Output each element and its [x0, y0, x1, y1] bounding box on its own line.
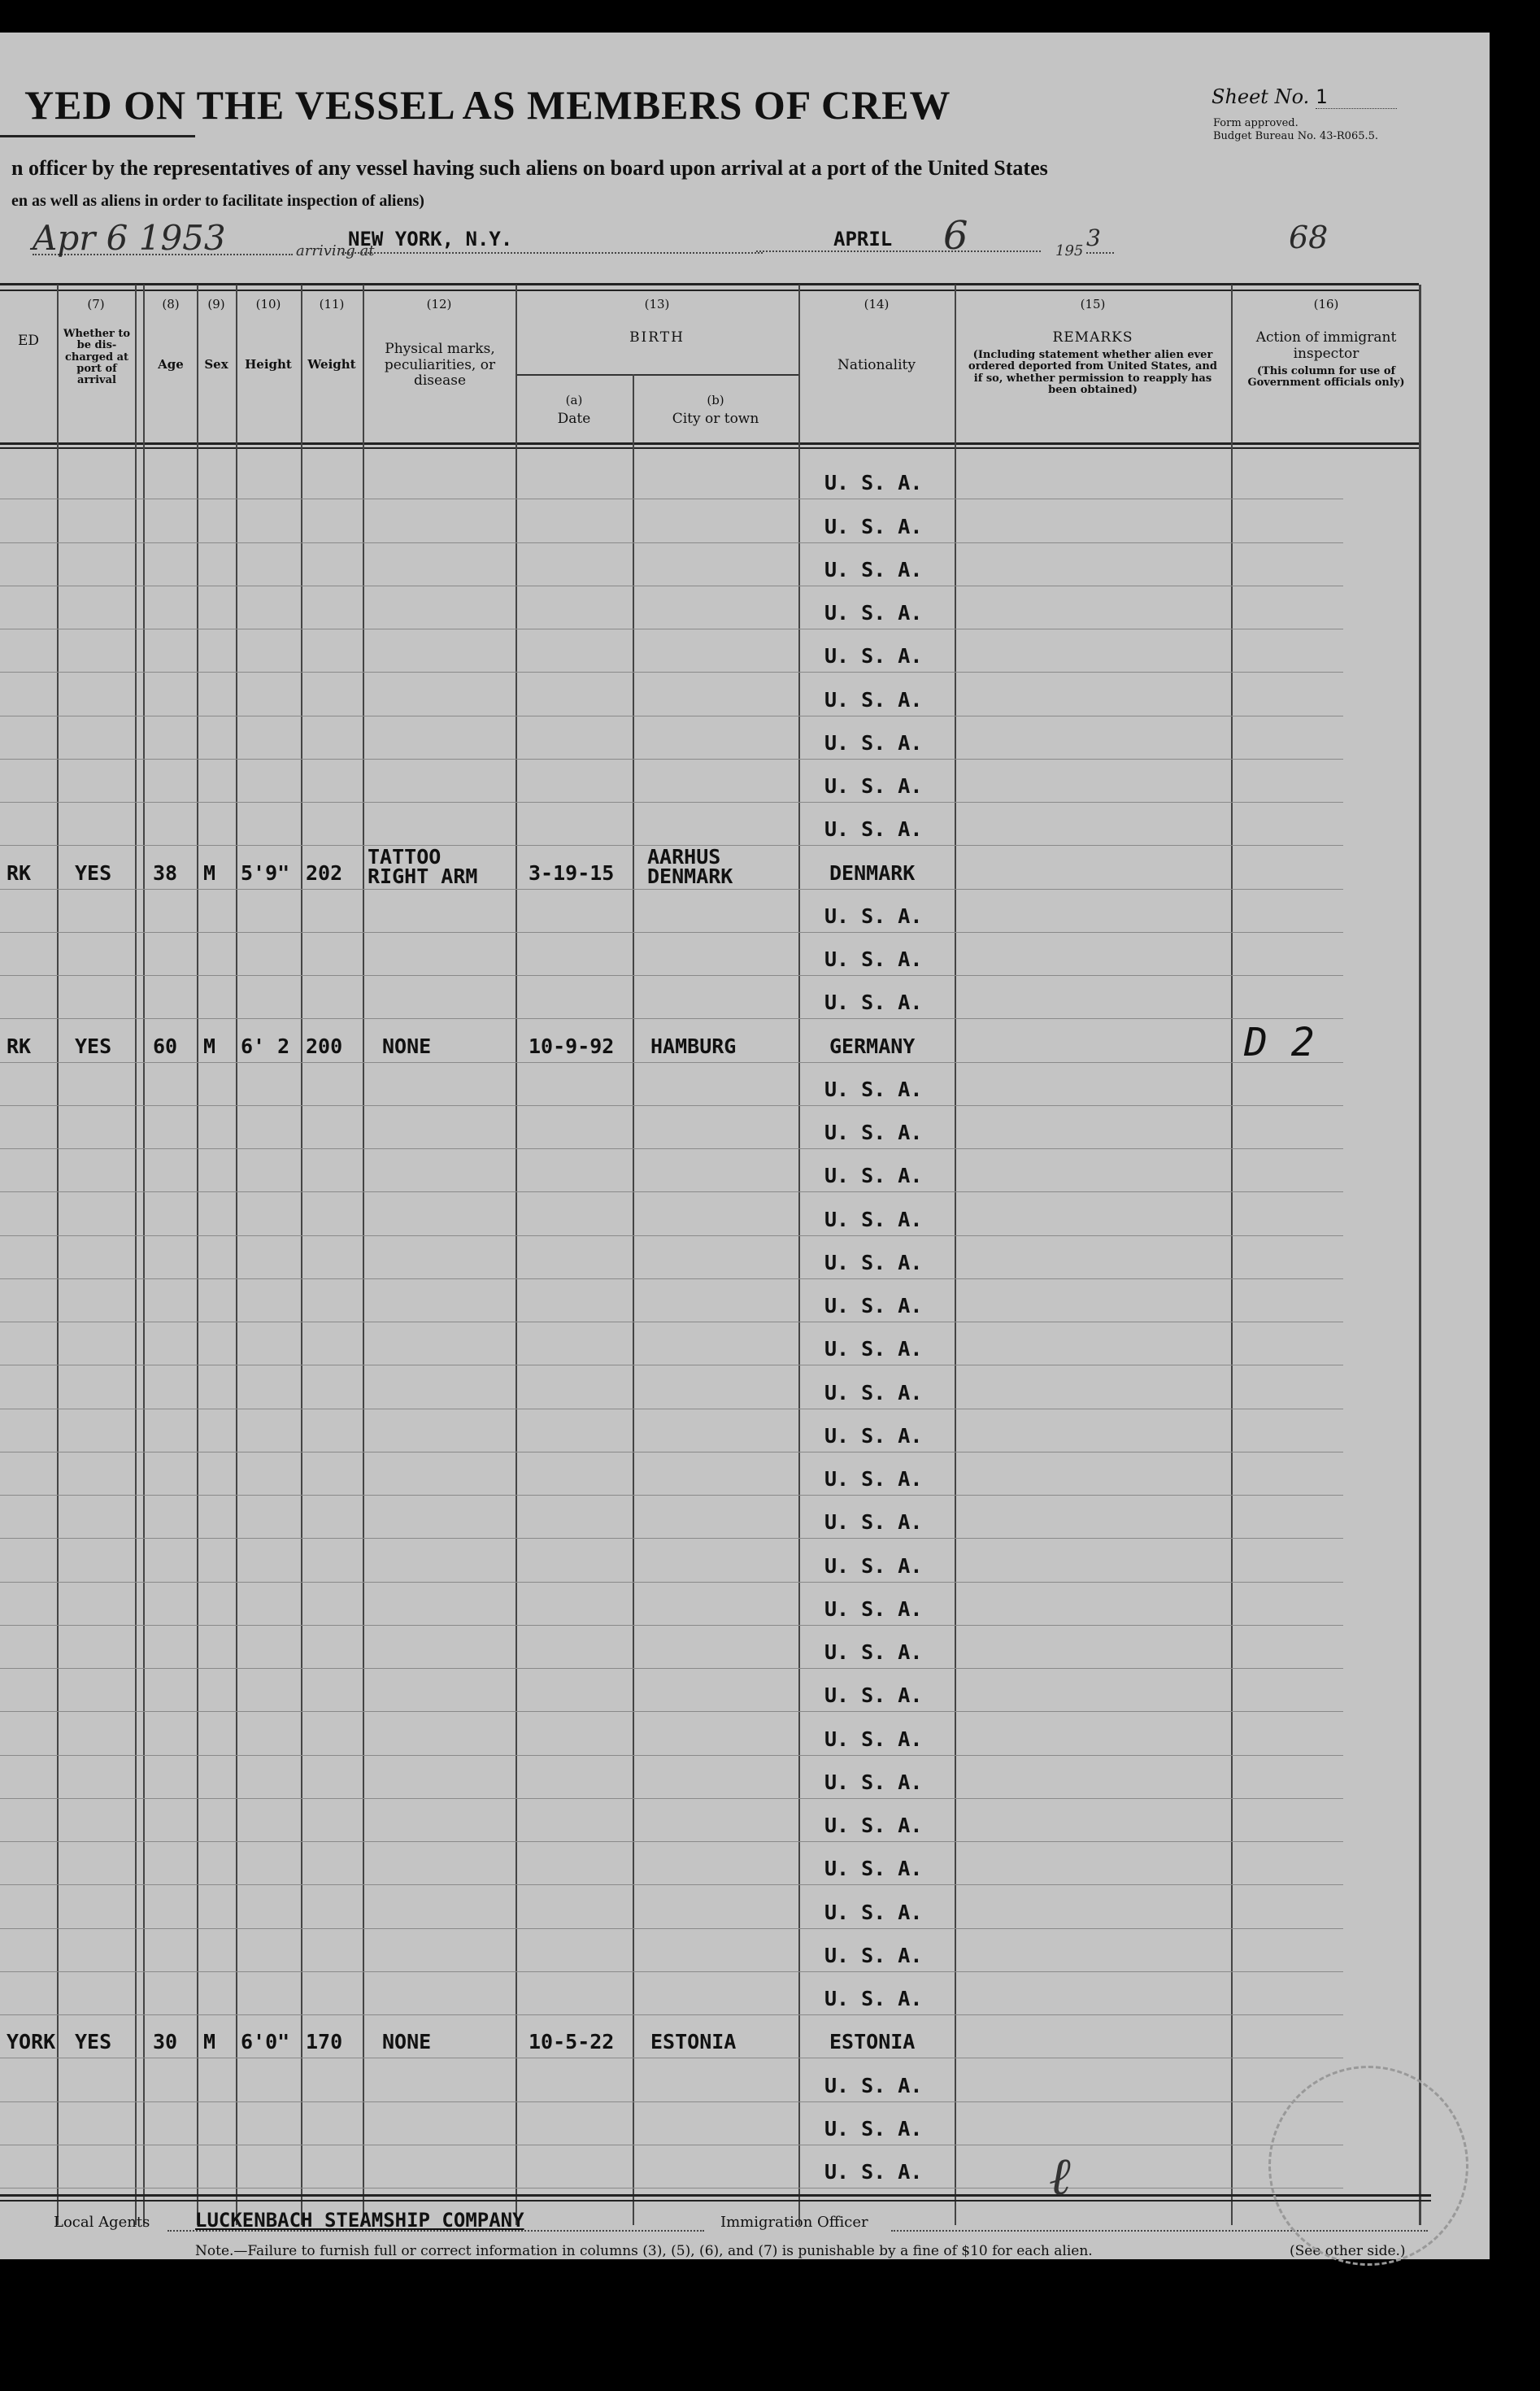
cell-nationality: U. S. A. — [824, 1510, 923, 1535]
col13a-label: Date — [557, 411, 591, 427]
row-rule — [0, 2101, 1343, 2102]
cell-weight: 202 — [306, 860, 343, 885]
form-title: YED ON THE VESSEL AS MEMBERS OF CREW — [24, 82, 951, 128]
cell-nationality: U. S. A. — [824, 947, 923, 971]
sheet-number-label: Sheet No. — [1212, 85, 1310, 108]
row-rule — [0, 672, 1343, 673]
footer-rule — [0, 2194, 1431, 2197]
cell-nationality: DENMARK — [829, 860, 916, 885]
cell-height: 5'9" — [241, 860, 290, 885]
cell-sex: M — [203, 2030, 216, 2054]
row-rule — [0, 1884, 1343, 1885]
official-stamp — [1268, 2066, 1468, 2266]
col-rule — [57, 285, 59, 2225]
arriving-at-label: arriving at — [296, 242, 375, 259]
cell-discharge: YES — [75, 1034, 112, 1058]
row-rule — [0, 1582, 1343, 1583]
col13-number: (13) — [644, 297, 670, 311]
sheet-number-value: 1 — [1316, 85, 1397, 109]
cell-nationality: U. S. A. — [824, 2160, 923, 2184]
cell-nationality: U. S. A. — [824, 1814, 923, 1837]
cell-nationality: U. S. A. — [824, 687, 923, 712]
see-other-side: (See other side.) — [1290, 2243, 1406, 2259]
col-rule — [301, 285, 302, 2225]
cell-inspector-action: D 2 — [1244, 1019, 1315, 1065]
row-rule — [0, 1711, 1343, 1712]
cell-birth_date: 10-5-22 — [529, 2030, 615, 2054]
row-rule — [0, 542, 1343, 543]
row-rule — [0, 889, 1343, 890]
cell-birth_city1: HAMBURG — [650, 1034, 737, 1058]
col15-number: (15) — [1080, 297, 1106, 311]
sheet-number — [1212, 85, 1397, 109]
col-rule — [516, 285, 517, 2225]
cell-nationality: U. S. A. — [824, 904, 923, 928]
header-rule-top-2 — [0, 290, 1419, 291]
corner-page-number: 68 — [1289, 220, 1329, 255]
row-rule — [0, 1148, 1343, 1149]
birth-subheader-rule — [516, 374, 798, 376]
cell-nationality: U. S. A. — [824, 1987, 923, 2010]
col11-number: (11) — [319, 297, 345, 311]
col-rule — [1231, 285, 1233, 2225]
cell-height: 6' 2 — [241, 1034, 290, 1058]
col7-number: (7) — [87, 297, 105, 311]
cell-nationality: U. S. A. — [824, 1553, 923, 1578]
row-rule — [0, 1841, 1343, 1842]
cell-nationality: U. S. A. — [824, 1294, 923, 1317]
cell-age: 60 — [153, 1034, 178, 1058]
cell-nationality: U. S. A. — [824, 730, 923, 755]
cell-nationality: U. S. A. — [824, 1077, 923, 1101]
col14-label: Nationality — [837, 357, 916, 373]
cell-height: 6'0" — [241, 2030, 290, 2054]
col16-label: Action of immigrant inspector — [1255, 329, 1397, 362]
form-approved: Form approved. — [1213, 117, 1299, 129]
cell-nationality: GERMANY — [829, 1034, 916, 1058]
col8-number: (8) — [162, 297, 180, 311]
col13a-number: (a) — [565, 393, 583, 407]
cell-nationality: U. S. A. — [824, 557, 923, 581]
cell-marks2: RIGHT ARM — [368, 864, 478, 888]
local-agents-value: LUCKENBACH STEAMSHIP COMPANY — [167, 2209, 704, 2232]
col9-number: (9) — [207, 297, 225, 311]
cell-nationality: U. S. A. — [824, 1683, 923, 1708]
row-rule — [0, 1625, 1343, 1626]
cell-nationality: U. S. A. — [824, 2116, 923, 2141]
local-agents-label: Local Agents — [54, 2214, 150, 2231]
cell-nationality: U. S. A. — [824, 1727, 923, 1751]
arrival-year-suffix: 3 — [1086, 224, 1114, 254]
title-rule — [0, 135, 195, 137]
col-rule — [135, 285, 137, 2225]
cell-sex: M — [203, 860, 216, 885]
row-rule — [0, 1105, 1343, 1106]
row-rule — [0, 1062, 1343, 1063]
cell-c6: RK — [7, 1034, 32, 1058]
col12-number: (12) — [426, 297, 452, 311]
cell-nationality: U. S. A. — [824, 1423, 923, 1448]
col9-label: Sex — [204, 357, 228, 372]
col7-label: Whether to be dis-charged at port of arrival — [63, 328, 131, 387]
cell-discharge: YES — [75, 860, 112, 885]
cell-nationality: U. S. A. — [824, 1121, 923, 1144]
cell-nationality: U. S. A. — [824, 1164, 923, 1188]
row-rule — [0, 1798, 1343, 1799]
row-rule — [0, 1495, 1343, 1496]
row-rule — [0, 1928, 1343, 1929]
col6-label: ED — [17, 333, 40, 349]
row-rule — [0, 975, 1343, 976]
col16-number: (16) — [1313, 297, 1339, 311]
handwritten-departure-date: Apr 6 1953 — [33, 218, 293, 255]
cell-nationality: U. S. A. — [824, 1337, 923, 1361]
col-rule — [197, 285, 198, 2225]
col16-detail: (This column for use of Government officials only) — [1247, 365, 1405, 390]
row-rule — [0, 932, 1343, 933]
cell-marks1: TATTOO — [368, 844, 442, 869]
cell-c6: RK — [7, 860, 32, 885]
cell-nationality: U. S. A. — [824, 1250, 923, 1274]
col13-label: BIRTH — [629, 329, 685, 346]
header-rule-bottom-2 — [0, 447, 1419, 449]
row-rule — [0, 1018, 1343, 1019]
instruction-line-1: n officer by the representatives of any vessel having such aliens on board upon arrival at a port of the United States — [11, 156, 1048, 180]
cell-age: 30 — [153, 2030, 178, 2054]
col15-detail: (Including statement whether alien ever ordered deported from United States, and if so, whether permission to reapply has been obtained) — [968, 349, 1217, 396]
arrival-day: 6 — [943, 213, 968, 259]
arrival-port: NEW YORK, N.Y. — [341, 228, 763, 254]
cell-discharge: YES — [75, 2030, 112, 2054]
row-rule — [0, 1538, 1343, 1539]
col-rule — [143, 285, 145, 2225]
cell-nationality: U. S. A. — [824, 514, 923, 538]
cell-nationality: U. S. A. — [824, 817, 923, 842]
row-rule — [0, 1235, 1343, 1236]
cell-nationality: U. S. A. — [824, 1770, 923, 1794]
cell-nationality: U. S. A. — [824, 991, 923, 1015]
cell-nationality: U. S. A. — [824, 1596, 923, 1621]
col13b-label: City or town — [672, 411, 759, 427]
cell-nationality: U. S. A. — [824, 1857, 923, 1881]
cell-birth_date: 3-19-15 — [529, 860, 615, 885]
col14-number: (14) — [864, 297, 890, 311]
col8-label: Age — [158, 357, 184, 372]
cell-nationality: U. S. A. — [824, 601, 923, 625]
col11-label: Weight — [307, 357, 356, 372]
cell-birth_city1: ESTONIA — [650, 2030, 737, 2054]
cell-nationality: U. S. A. — [824, 1467, 923, 1491]
row-rule — [0, 1971, 1343, 1972]
cell-marks1: NONE — [382, 2030, 432, 2054]
row-rule — [0, 759, 1343, 760]
cell-nationality: U. S. A. — [824, 1943, 923, 1967]
cell-nationality: ESTONIA — [829, 2030, 916, 2054]
col12-label: Physical marks, peculiarities, or disease — [384, 341, 496, 390]
footer-rule-2 — [0, 2200, 1431, 2202]
header-rule-bottom — [0, 442, 1419, 445]
cell-nationality: U. S. A. — [824, 2073, 923, 2097]
row-rule — [0, 1755, 1343, 1756]
row-rule — [0, 1278, 1343, 1279]
col-rule — [1419, 285, 1421, 2225]
cell-birth_city1: AARHUS — [647, 844, 721, 869]
cell-sex: M — [203, 1034, 216, 1058]
col-rule — [236, 285, 237, 2225]
col10-number: (10) — [255, 297, 281, 311]
arrival-month: APRIL — [756, 228, 1041, 252]
cell-marks1: NONE — [382, 1034, 432, 1058]
cell-nationality: U. S. A. — [824, 774, 923, 798]
budget-bureau-number: Budget Bureau No. 43-R065.5. — [1213, 130, 1379, 142]
cell-weight: 200 — [306, 1034, 343, 1058]
cell-nationality: U. S. A. — [824, 1640, 923, 1664]
cell-c6: YORK — [7, 2030, 56, 2054]
col-rule — [955, 285, 956, 2225]
footer-note: Note.—Failure to furnish full or correct information in columns (3), (5), (6), and (7) is punishable by a fine of $10 for each alien. — [195, 2243, 1093, 2259]
row-rule — [0, 802, 1343, 803]
inspector-initials: ℓ — [1049, 2147, 1071, 2207]
cell-weight: 170 — [306, 2030, 343, 2054]
cell-nationality: U. S. A. — [824, 1380, 923, 1405]
cell-nationality: U. S. A. — [824, 1207, 923, 1231]
col13b-number: (b) — [707, 393, 724, 407]
instruction-line-2: en as well as aliens in order to facilitate inspection of aliens) — [11, 192, 424, 210]
manifest-sheet — [0, 33, 1490, 2259]
cell-nationality: U. S. A. — [824, 471, 923, 495]
col-rule — [798, 285, 800, 2225]
cell-birth_city2: DENMARK — [647, 864, 733, 888]
header-rule-top — [0, 283, 1419, 285]
col10-label: Height — [245, 357, 292, 372]
col15-label: REMARKS — [1052, 329, 1133, 346]
arrival-year-prefix: 195 — [1055, 242, 1084, 259]
immigration-officer-label: Immigration Officer — [720, 2214, 868, 2231]
cell-age: 38 — [153, 860, 178, 885]
col-rule — [633, 374, 634, 2225]
cell-birth_date: 10-9-92 — [529, 1034, 615, 1058]
row-rule — [0, 1668, 1343, 1669]
cell-nationality: U. S. A. — [824, 644, 923, 669]
row-rule — [0, 1191, 1343, 1192]
col-rule — [363, 285, 364, 2225]
cell-nationality: U. S. A. — [824, 1900, 923, 1924]
row-rule — [0, 2014, 1343, 2015]
